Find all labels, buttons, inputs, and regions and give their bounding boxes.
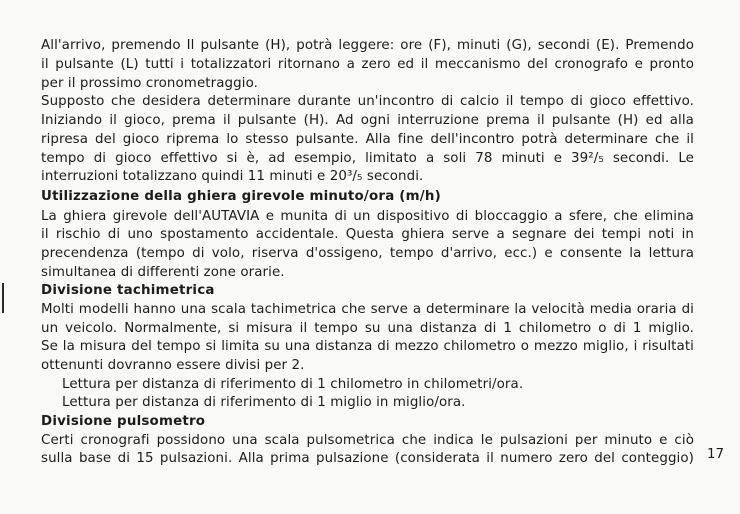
text-line: La ghiera girevole dell'AUTAVIA e munita di un dispositivo di bloccaggio a sfere, che elimina: [41, 209, 694, 224]
text-line: per il prossimo cronometraggio.: [41, 76, 258, 91]
reading-line: Lettura per distanza di riferimento di 1 miglio in miglio/ora.: [62, 395, 466, 410]
text-line: Iniziando il gioco, prema il pulsante (H). Ad ogni interruzione prema il pulsante (H) ed alla: [41, 113, 694, 128]
text-line: ripresa del gioco riprema lo stesso pulsante. Alla fine dell'incontro potrà determinare che il: [41, 132, 694, 147]
text-line: tempo di gioco effettivo si è, ad esempio, limitato a soli 78 minuti e 39²/₅ secondi. Le: [41, 151, 694, 166]
section-heading-bezel: Utilizzazione della ghiera girevole minuto/ora (m/h): [41, 189, 441, 204]
text-line: ottenunti dovranno essere divisi per 2.: [41, 358, 305, 373]
text-line: simultanea di differenti zone orarie.: [41, 265, 285, 280]
text-line: sulla base di 15 pulsazioni. Alla prima pulsazione (considerata il numero zero del conteggio): [41, 451, 694, 466]
text-line: All'arrivo, premendo Il pulsante (H), potrà leggere: ore (F), minuti (G), secondi (E). Premendo: [41, 38, 694, 53]
scan-edge-mark: [2, 283, 4, 313]
section-heading-pulsometer: Divisione pulsometro: [41, 414, 206, 429]
text-line: Molti modelli hanno una scala tachimetrica che serve a determinare la velocità media oraria di: [41, 302, 694, 317]
text-line: interruzioni totalizzano quindi 11 minuti e 20³/₅ secondi.: [41, 169, 424, 184]
page-number: 17: [707, 447, 725, 462]
text-line: Se la misura del tempo si limita su una distanza di mezzo chilometro o mezzo miglio, i risultati: [41, 339, 694, 354]
text-line: Supposto che desidera determinare durante un'incontro di calcio il tempo di gioco effettivo.: [41, 94, 694, 109]
section-heading-tachymeter: Divisione tachimetrica: [41, 283, 215, 298]
reading-line: Lettura per distanza di riferimento di 1 chilometro in chilometri/ora.: [62, 377, 524, 392]
text-line: un veicolo. Normalmente, si misura il tempo su una distanza di 1 chilometro o di 1 miglio.: [41, 321, 694, 336]
text-line: il rischio di uno spostamento accidentale. Questa ghiera serve a segnare dei tempi noti in: [41, 227, 694, 242]
text-line: il pulsante (L) tutti i totalizzatori ritornano a zero ed il meccanismo del cronografo e pronto: [41, 57, 694, 72]
text-line: precendenza (tempo di volo, riserva d'ossigeno, tempo d'arrivo, ecc.) e consente la lettura: [41, 246, 694, 261]
text-line: Certi cronografi possidono una scala pulsometrica che indica le pulsazioni per minuto e ciò: [41, 433, 694, 448]
